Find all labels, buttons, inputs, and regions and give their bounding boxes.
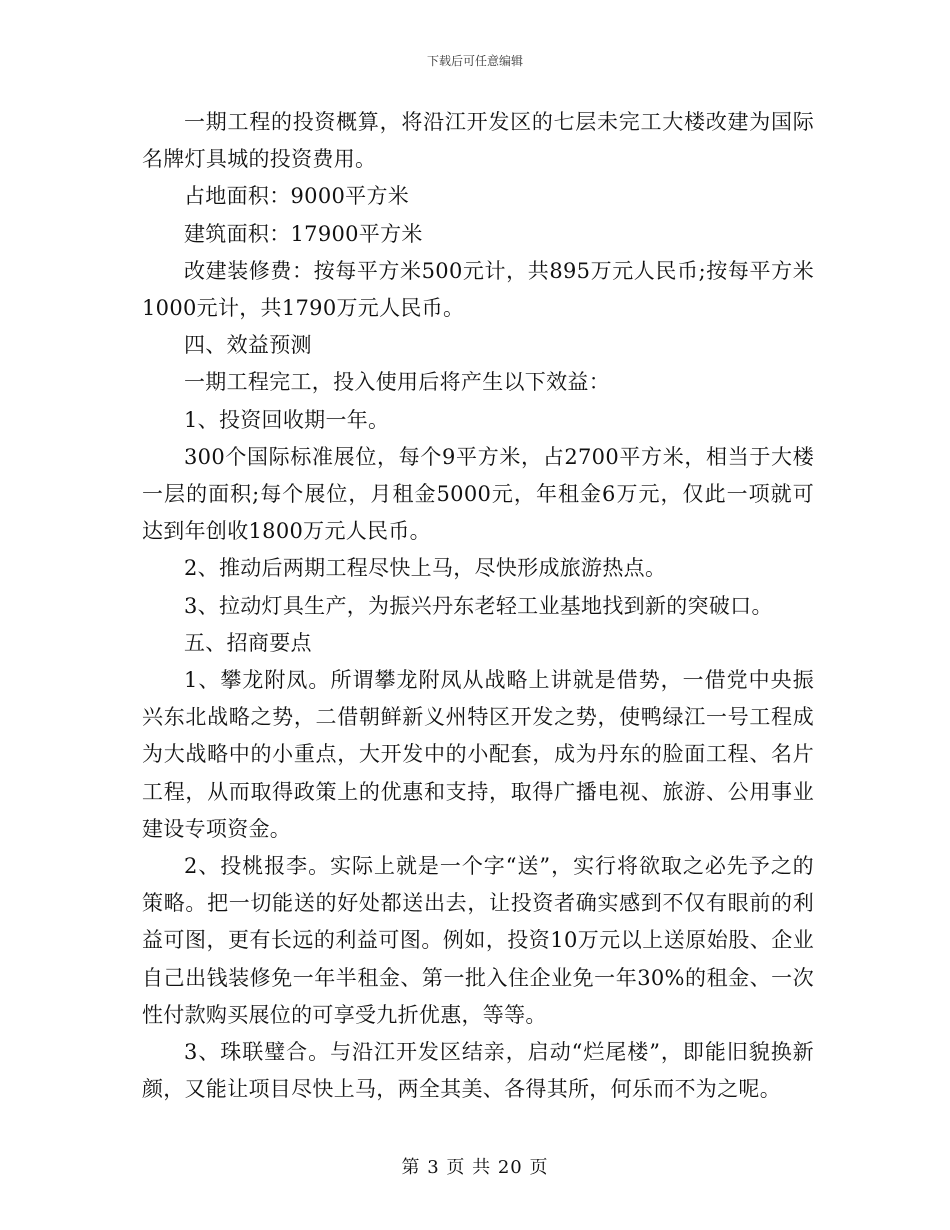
list-item-reciprocity: 2、投桃报李。实际上就是一个字“送”，实行将欲取之必先予之的策略。把一切能送的好处都送出去，让投资者确实感到不仅有眼前的利益可图，更有长远的利益可图。例如，投资10万元以上送原始股、企业自己出钱装修免一年半租金、第一批入住企业免一年30%的租金、一次性付款购买展位的可享受九折优惠，等等。 [142,854,814,1027]
section-heading-benefit-forecast: 四、效益预测 [184,333,312,358]
paragraph-booth-revenue: 300个国际标准展位，每个9平方米，占2700平方米，相当于大楼一层的面积;每个展位，月租金5000元，年租金6万元，仅此一项就可达到年创收1800万元人民币。 [142,444,814,544]
list-item-leverage-strategy: 1、攀龙附凤。所谓攀龙附凤从战略上讲就是借势，一借党中央振兴东北战略之势，二借朝鲜新义州特区开发之势，使鸭绿江一号工程成为大战略中的小重点，大开发中的小配套，成为丹东的脸面工程、名片工程，从而取得政策上的优惠和支持，取得广播电视、旅游、公用事业建设专项资金。 [142,668,814,841]
list-item-promote-projects: 2、推动后两期工程尽快上马，尽快形成旅游热点。 [184,556,667,581]
document-body [142,104,814,1108]
section-heading-investment-points: 五、招商要点 [184,630,312,655]
list-item-lighting-production: 3、拉动灯具生产，为振兴丹东老轻工业基地找到新的突破口。 [184,593,773,618]
paragraph-renovation-cost: 改建装修费：按每平方米500元计，共895万元人民币;按每平方米1000元计，共1790万元人民币。 [142,258,814,321]
paragraph-investment-estimate: 一期工程的投资概算，将沿江开发区的七层未完工大楼改建为国际名牌灯具城的投资费用。 [142,110,814,172]
page-footer: 第 3 页 共 20 页 [401,1157,549,1178]
list-item-partnership: 3、珠联璧合。与沿江开发区结亲，启动“烂尾楼”，即能旧貌换新颜，又能让项目尽快上马，两全其美、各得其所，何乐而不为之呢。 [142,1040,814,1102]
page-header: 下载后可任意编辑 [426,54,523,68]
paragraph-land-area: 占地面积：9000平方米 [184,184,410,209]
list-item-payback: 1、投资回收期一年。 [184,407,390,432]
paragraph-benefit-intro: 一期工程完工，投入使用后将产生以下效益： [184,370,610,395]
paragraph-building-area: 建筑面积：17900平方米 [184,221,423,246]
